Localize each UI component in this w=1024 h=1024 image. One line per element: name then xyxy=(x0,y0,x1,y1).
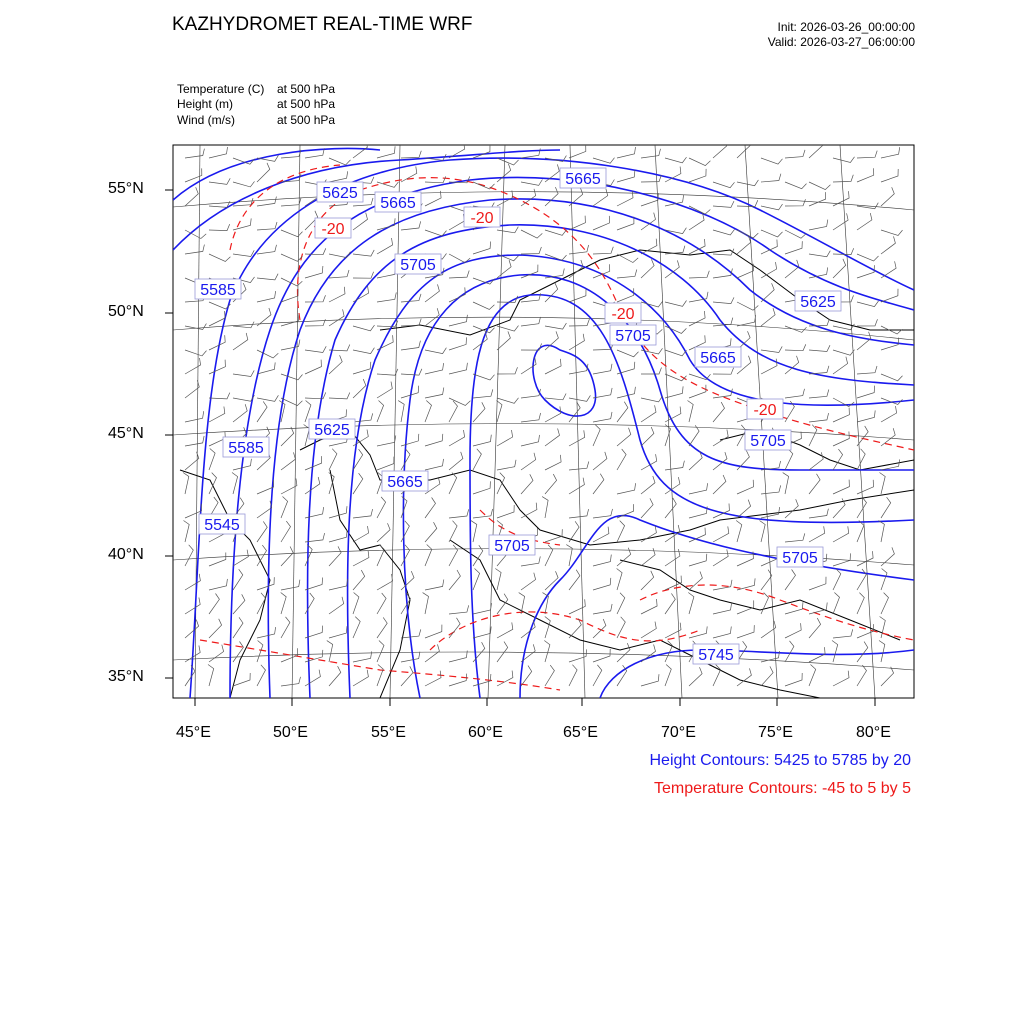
height-contour-label: 5665 xyxy=(387,474,423,491)
field-wind xyxy=(177,113,335,127)
field-name: Temperature (C) xyxy=(177,82,265,96)
height-contour-label: 5705 xyxy=(400,257,436,274)
height-legend: Height Contours: 5425 to 5785 by 20 xyxy=(649,752,911,769)
height-contour-label: 5705 xyxy=(615,328,651,345)
field-level: at 500 hPa xyxy=(277,82,336,96)
temperature-contour-label: -20 xyxy=(611,306,635,323)
valid-time: Valid: 2026-03-27_06:00:00 xyxy=(767,35,915,49)
height-contour-label: 5545 xyxy=(204,517,240,534)
lon-label: 45°E xyxy=(176,724,211,741)
height-contour-label: 5665 xyxy=(565,171,601,188)
height-contour-label: 5665 xyxy=(380,195,416,212)
lon-label: 75°E xyxy=(758,724,793,741)
lon-label: 80°E xyxy=(856,724,891,741)
lat-label: 55°N xyxy=(108,180,144,197)
height-contour-label: 5585 xyxy=(200,282,236,299)
height-contour-label: 5625 xyxy=(314,422,350,439)
lon-label: 50°E xyxy=(273,724,308,741)
height-contour-label: 5705 xyxy=(782,550,818,567)
temperature-contour-label: -20 xyxy=(321,221,345,238)
field-level: at 500 hPa xyxy=(277,97,336,111)
temperature-legend: Temperature Contours: -45 to 5 by 5 xyxy=(653,780,911,797)
lat-label: 45°N xyxy=(108,425,144,442)
lat-label: 35°N xyxy=(108,668,144,685)
field-level: at 500 hPa xyxy=(277,113,336,127)
lon-label: 65°E xyxy=(563,724,598,741)
lon-label: 55°E xyxy=(371,724,406,741)
field-name: Wind (m/s) xyxy=(177,113,235,127)
height-contour-label: 5705 xyxy=(750,433,786,450)
field-height xyxy=(177,97,335,111)
lon-label: 70°E xyxy=(661,724,696,741)
field-temperature xyxy=(177,82,335,96)
init-time: Init: 2026-03-26_00:00:00 xyxy=(777,20,915,34)
field-name: Height (m) xyxy=(177,97,234,111)
height-contour-label: 5625 xyxy=(800,294,836,311)
lat-label: 40°N xyxy=(108,546,144,563)
height-contour-label: 5625 xyxy=(322,185,358,202)
temperature-contour-label: -20 xyxy=(753,402,777,419)
map-frame xyxy=(173,145,914,698)
height-contour-label: 5745 xyxy=(698,647,734,664)
map-title: KAZHYDROMET REAL-TIME WRF xyxy=(172,14,473,35)
lon-label: 60°E xyxy=(468,724,503,741)
temperature-contour-label: -20 xyxy=(470,210,494,227)
height-contour-label: 5585 xyxy=(228,440,264,457)
height-contour-label: 5705 xyxy=(494,538,530,555)
lat-label: 50°N xyxy=(108,303,144,320)
height-contour-label: 5665 xyxy=(700,350,736,367)
